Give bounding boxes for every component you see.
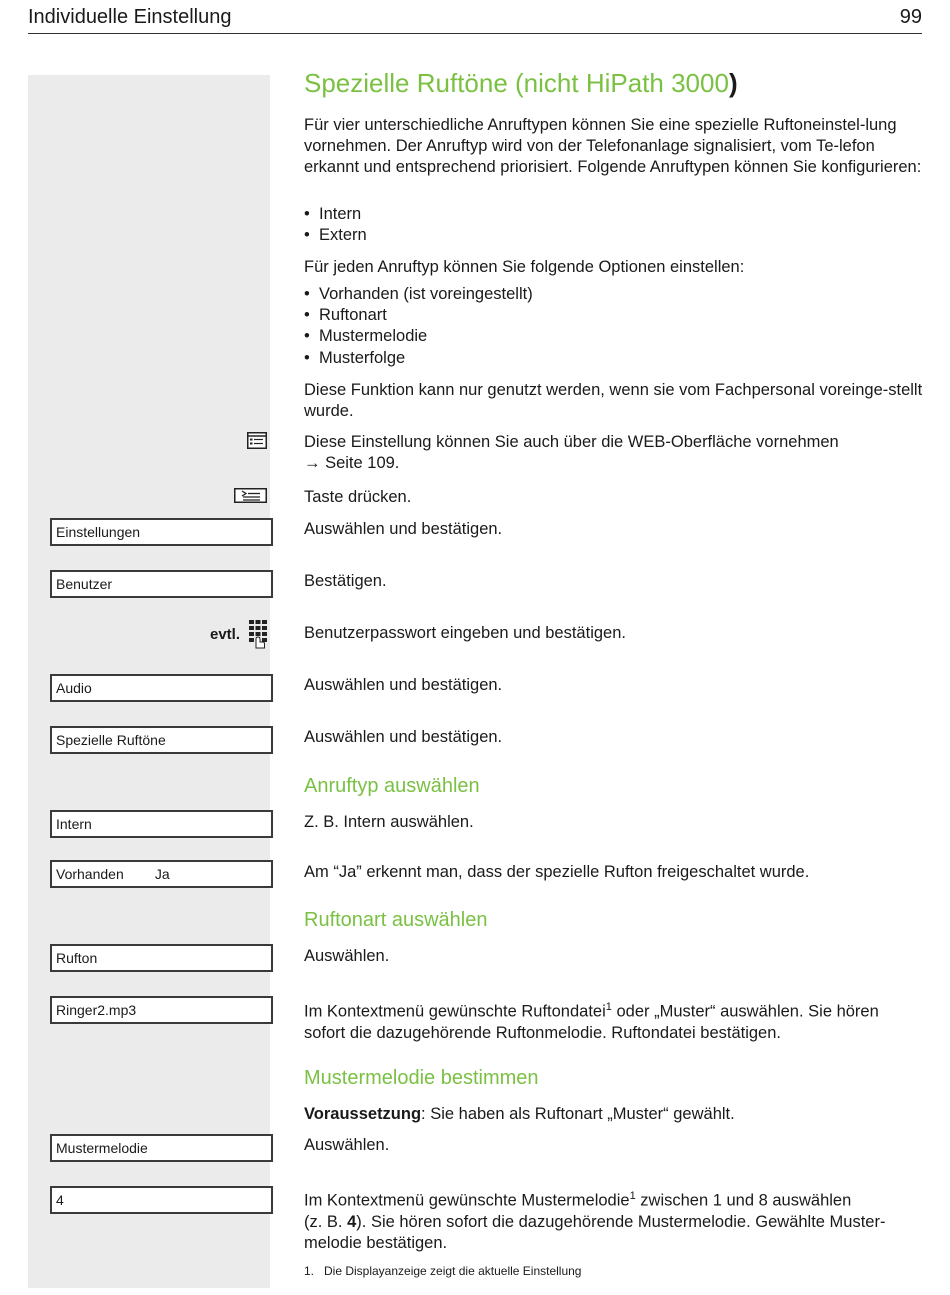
evtl-label: evtl. bbox=[210, 626, 241, 643]
list-item-option: • Ruftonart bbox=[304, 305, 387, 326]
footnote: 1. Die Displayanzeige zeigt die aktuelle Einstellung bbox=[304, 1264, 582, 1278]
display-vorhanden-ja[interactable]: Vorhanden Ja bbox=[50, 860, 273, 888]
subheading-anruftyp: Anruftyp auswählen bbox=[304, 775, 480, 797]
web-interface-icon bbox=[247, 432, 267, 449]
step-ja-note: Am “Ja” erkennt man, dass der spezielle Rufton freigeschaltet wurde. bbox=[304, 863, 810, 881]
web-note-link[interactable]: → Seite 109. bbox=[304, 454, 400, 472]
page-number: 99 bbox=[899, 6, 922, 28]
step-intern: Z. B. Intern auswählen. bbox=[304, 813, 474, 831]
page-title: Spezielle Ruftöne (nicht HiPath 3000) bbox=[304, 68, 738, 98]
keypad-icon bbox=[248, 619, 268, 649]
header-title: Individuelle Einstellung bbox=[28, 6, 232, 28]
list-item-call-type: • Intern bbox=[304, 204, 361, 225]
display-benutzer[interactable]: Benutzer bbox=[50, 570, 273, 598]
list-item-call-type: • Extern bbox=[304, 225, 367, 246]
step-melody-context: Im Kontextmenü gewünschte Mustermelodie$^1$ zwischen 1 und 8 auswählen (z. B. 4). Sie hören sofort die dazugehörende Mustermelodie. Gewählte Muster- melodie bestätigen. bbox=[304, 1190, 886, 1252]
step-select-muster: Auswählen. bbox=[304, 1136, 390, 1154]
display-rufton[interactable]: Rufton bbox=[50, 944, 273, 972]
list-item-option: • Vorhanden (ist voreingestellt) bbox=[304, 284, 533, 305]
subheading-mustermelodie: Mustermelodie bestimmen bbox=[304, 1067, 539, 1089]
header-divider bbox=[28, 33, 922, 34]
list-item-option: • Mustermelodie bbox=[304, 326, 427, 347]
step-select-rufton: Auswählen. bbox=[304, 947, 390, 965]
step-select-confirm: Auswählen und bestätigen. bbox=[304, 520, 503, 538]
web-note bbox=[304, 432, 924, 474]
display-value-4[interactable]: 4 bbox=[50, 1186, 273, 1214]
web-note-line1: Diese Einstellung können Sie auch über die WEB-Oberfläche vornehmen bbox=[304, 433, 839, 451]
display-intern[interactable]: Intern bbox=[50, 810, 273, 838]
display-einstellungen[interactable]: Einstellungen bbox=[50, 518, 273, 546]
admin-note: Diese Funktion kann nur genutzt werden, wenn sie vom Fachpersonal voreinge-stellt wurde. bbox=[304, 381, 923, 420]
intro-paragraph: Für vier unterschiedliche Anruftypen können Sie eine spezielle Ruftoneinstel-lung vornehmen. Der Anruftyp wird von der Telefonanlage signalisiert, vom Te-lefon erkannt und entsprechend priorisiert. Folgende Anruftypen können Sie konfigurieren: bbox=[304, 116, 922, 176]
step-password: Benutzerpasswort eingeben und bestätigen. bbox=[304, 624, 626, 642]
step-select-confirm: Auswählen und bestätigen. bbox=[304, 676, 503, 694]
display-ringer[interactable]: Ringer2.mp3 bbox=[50, 996, 273, 1024]
step-select-confirm: Auswählen und bestätigen. bbox=[304, 728, 503, 746]
display-spezielle-ruftoene[interactable]: Spezielle Ruftöne bbox=[50, 726, 273, 754]
menu-key-icon bbox=[234, 488, 267, 503]
options-intro: Für jeden Anruftyp können Sie folgende Optionen einstellen: bbox=[304, 258, 745, 276]
display-audio[interactable]: Audio bbox=[50, 674, 273, 702]
list-item-option: • Musterfolge bbox=[304, 348, 405, 369]
subheading-ruftonart: Ruftonart auswählen bbox=[304, 909, 488, 931]
precondition: Voraussetzung: Sie haben als Ruftonart „Muster“ gewählt. bbox=[304, 1105, 735, 1123]
step-press-key: Taste drücken. bbox=[304, 488, 412, 506]
step-confirm: Bestätigen. bbox=[304, 572, 387, 590]
display-mustermelodie[interactable]: Mustermelodie bbox=[50, 1134, 273, 1162]
step-ringer-context: Im Kontextmenü gewünschte Ruftondatei$^1$ oder „Muster“ auswählen. Sie hören sofort die dazugehörende Ruftonmelodie. Ruftondatei bestätigen. bbox=[304, 1001, 879, 1042]
